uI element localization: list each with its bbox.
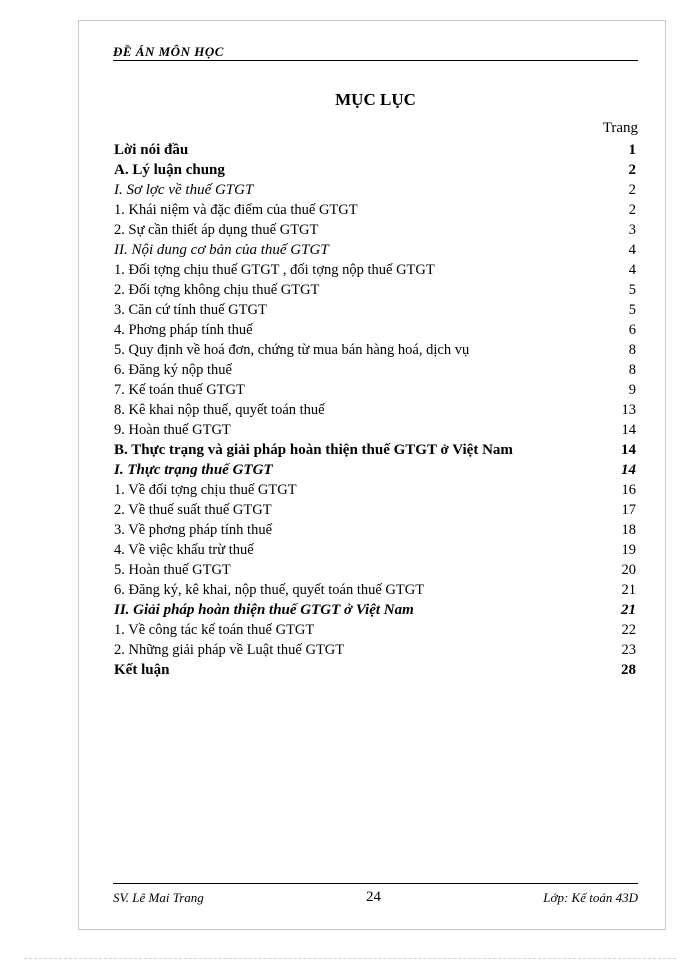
toc-entry-title: 1. Về đối tợng chịu thuế GTGT: [114, 482, 297, 498]
toc-entry: [114, 260, 636, 280]
toc-entry-title: II. Giải pháp hoàn thiện thuế GTGT ở Việt Nam: [114, 602, 414, 618]
toc-entry-title: 1. Khái niệm và đặc điểm của thuế GTGT: [114, 202, 358, 218]
table-of-contents: [114, 140, 636, 680]
page-header: ĐỀ ÁN MÔN HỌC: [113, 44, 638, 61]
toc-entry-title: 7. Kế toán thuế GTGT: [114, 382, 245, 398]
toc-entry: [114, 200, 636, 220]
toc-entry: [114, 320, 636, 340]
toc-entry: [114, 540, 636, 560]
toc-entry-title: 2. Đối tợng không chịu thuế GTGT: [114, 282, 320, 298]
toc-entry-page: 9: [628, 382, 636, 398]
page-column-label: Trang: [602, 120, 638, 136]
toc-entry-page: 19: [621, 542, 636, 558]
toc-entry-title: 1. Về công tác kế toán thuế GTGT: [114, 622, 315, 638]
toc-entry-page: 17: [621, 502, 636, 518]
footer-class: Lớp: Kế toán 43D: [543, 890, 638, 905]
toc-entry-page: 5: [628, 302, 636, 318]
toc-entry-title: 9. Hoàn thuế GTGT: [114, 422, 231, 438]
toc-entry-title: 2. Sự cần thiết áp dụng thuế GTGT: [114, 222, 319, 238]
toc-entry: [114, 600, 636, 620]
footer-page-number: 24: [366, 889, 382, 905]
toc-entry-page: 1: [628, 142, 636, 158]
toc-entry-page: 16: [621, 482, 636, 498]
toc-entry-title: 5. Quy định về hoá đơn, chứng từ mua bán hàng hoá, dịch vụ: [114, 342, 470, 358]
toc-entry-page: 22: [621, 622, 636, 638]
toc-entry-page: 20: [621, 562, 636, 578]
toc-entry-page: 21: [621, 582, 636, 598]
toc-entry: [114, 400, 636, 420]
page-title: MỤC LỤC: [335, 90, 416, 109]
toc-entry: [114, 480, 636, 500]
toc-entry: [114, 160, 636, 180]
toc-entry: [114, 580, 636, 600]
toc-entry-title: A. Lý luận chung: [114, 162, 225, 178]
toc-entry-title: 1. Đối tợng chịu thuế GTGT , đối tợng nộp thuế GTGT: [114, 262, 435, 278]
toc-entry-page: 14: [621, 442, 636, 458]
toc-entry-page: 21: [621, 602, 636, 618]
toc-entry: [114, 380, 636, 400]
toc-entry-page: 2: [628, 162, 636, 178]
toc-entry-page: 2: [628, 182, 636, 198]
toc-entry: [114, 340, 636, 360]
toc-entry: [114, 460, 636, 480]
toc-entry: [114, 640, 636, 660]
toc-entry-page: 18: [621, 522, 636, 538]
toc-entry: [114, 620, 636, 640]
toc-entry-page: 2: [628, 202, 636, 218]
toc-entry-title: Kết luận: [114, 662, 170, 678]
toc-entry-title: 3. Căn cứ tính thuế GTGT: [114, 302, 267, 318]
toc-entry-title: II. Nội dung cơ bản của thuế GTGT: [114, 242, 329, 258]
toc-entry-page: 23: [621, 642, 636, 658]
toc-entry-title: I. Thực trạng thuế GTGT: [114, 462, 273, 478]
toc-entry-title: B. Thực trạng và giải pháp hoàn thiện thuế GTGT ở Việt Nam: [114, 442, 513, 458]
toc-entry-title: 6. Đăng ký nộp thuế: [114, 362, 232, 378]
toc-entry-title: 5. Hoàn thuế GTGT: [114, 562, 231, 578]
toc-entry: [114, 240, 636, 260]
toc-entry: [114, 560, 636, 580]
page-footer: [113, 883, 638, 906]
toc-entry: [114, 300, 636, 320]
toc-entry: [114, 660, 636, 680]
toc-entry-title: 2. Về thuế suất thuế GTGT: [114, 502, 272, 518]
toc-entry: [114, 180, 636, 200]
toc-entry-title: 4. Phơng pháp tính thuế: [114, 322, 253, 338]
toc-entry-title: I. Sơ lợc về thuế GTGT: [114, 182, 254, 198]
page-bottom-divider: [24, 958, 676, 959]
toc-entry: [114, 440, 636, 460]
footer-author: SV. Lê Mai Trang: [113, 890, 204, 905]
toc-entry-title: Lời nói đầu: [114, 142, 189, 158]
toc-entry: [114, 140, 636, 160]
toc-entry-page: 3: [628, 222, 636, 238]
toc-entry: [114, 220, 636, 240]
toc-entry-title: 2. Những giải pháp về Luật thuế GTGT: [114, 642, 345, 658]
toc-entry: [114, 520, 636, 540]
toc-entry-page: 5: [628, 282, 636, 298]
toc-entry-title: 8. Kê khai nộp thuế, quyết toán thuế: [114, 402, 325, 418]
toc-entry-title: 3. Về phơng pháp tính thuế: [114, 522, 273, 538]
toc-entry: [114, 360, 636, 380]
toc-entry-title: 4. Về việc khấu trừ thuế: [114, 542, 254, 558]
toc-entry-title: 6. Đăng ký, kê khai, nộp thuế, quyết toán thuế GTGT: [114, 582, 425, 598]
toc-entry: [114, 420, 636, 440]
toc-entry-page: 28: [621, 662, 636, 678]
toc-entry-page: 8: [628, 362, 636, 378]
toc-entry-page: 4: [628, 242, 636, 258]
toc-entry-page: 13: [621, 402, 636, 418]
toc-entry-page: 14: [621, 422, 636, 438]
toc-entry-page: 4: [628, 262, 636, 278]
toc-entry: [114, 280, 636, 300]
toc-entry-page: 6: [628, 322, 636, 338]
toc-entry: [114, 500, 636, 520]
toc-entry-page: 14: [621, 462, 636, 478]
toc-entry-page: 8: [628, 342, 636, 358]
